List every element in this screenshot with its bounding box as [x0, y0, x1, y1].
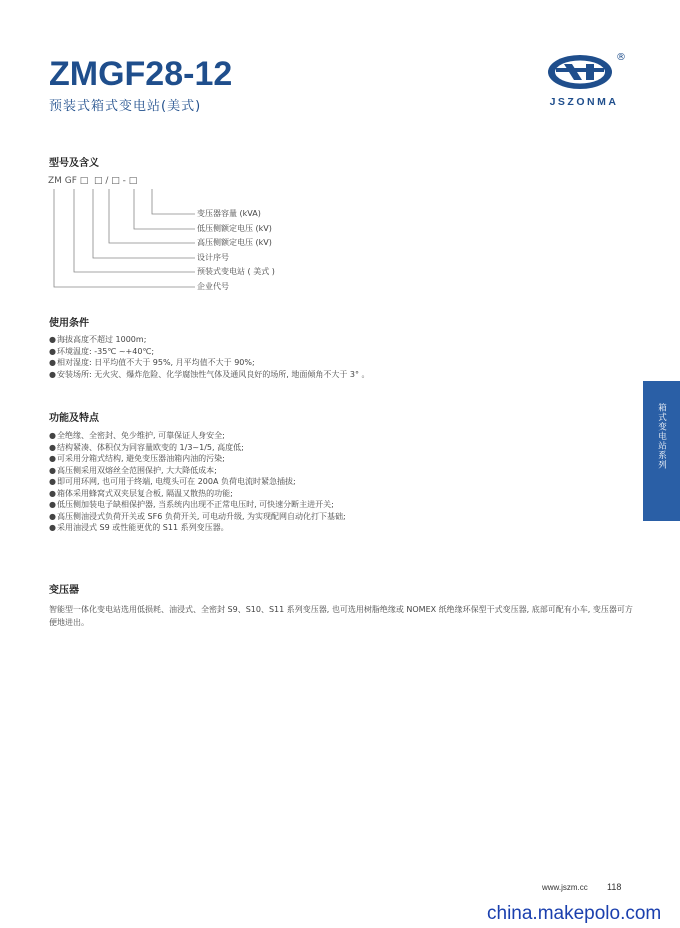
- model-label-prefab: 预装式变电站 ( 美式 ): [197, 267, 275, 276]
- list-item: ●采用油浸式 S9 或性能更优的 S11 系列变压器。: [49, 523, 229, 532]
- list-item: ●结构紧凑、体积仅为同容量欧变的 1/3~1/5, 高度低;: [49, 442, 244, 452]
- list-item: ●箱体采用蜂窝式双夹层复合板, 隔温又散热的功能;: [49, 488, 233, 498]
- side-tab: [643, 381, 680, 521]
- page-subtitle: 预装式箱式变电站(美式): [49, 99, 202, 114]
- list-item: ●低压侧加装电子缺相保护器, 当系统内出现不正常电压时, 可快速分断主进开关;: [49, 500, 334, 509]
- bullet-icon: ●: [49, 369, 56, 379]
- list-item: ●相对湿度: 日平均值不大于 95%, 月平均值不大于 90%;: [49, 358, 255, 367]
- model-code: ZM GF □ □ / □ - □: [48, 176, 138, 186]
- page-title: ZMGF28-12: [49, 55, 233, 93]
- conditions-list: [49, 334, 370, 380]
- list-item: ●安装场所: 无火灾、爆炸危险、化学腐蚀性气体及通风良好的场所, 地面倾角不大于 3° 。: [49, 369, 370, 379]
- bullet-icon: ●: [49, 465, 56, 475]
- model-label-capacity: 变压器容量 (kVA): [197, 209, 261, 218]
- bullet-icon: ●: [49, 511, 56, 521]
- features-heading: 功能及特点: [49, 413, 99, 424]
- watermark: china.makepolo.com: [487, 903, 662, 924]
- bullet-icon: ●: [49, 477, 56, 486]
- list-item: ●高压侧油浸式负荷开关或 SF6 负荷开关, 可电动升级, 为实现配网自动化打下基础;: [49, 511, 346, 521]
- page-number: 118: [607, 882, 622, 892]
- model-label-design-serial: 设计序号: [197, 253, 229, 262]
- model-label-enterprise: 企业代号: [197, 282, 229, 291]
- list-item: ●高压侧采用双熔丝全范围保护, 大大降低成本;: [49, 465, 217, 475]
- model-diagram-lines: [40, 170, 200, 300]
- bullet-icon: ●: [49, 488, 56, 498]
- side-tab-label: 箱式变电站系列: [656, 403, 667, 470]
- transformer-paragraph: 智能型一体化变电站选用低损耗、油浸式、全密封 S9、S10、S11 系列变压器, 也可选用树脂绝缘或 NOMEX 纸绝缘环保型干式变压器, 底部可配有小车, 变压器可方便地进出。: [49, 605, 633, 627]
- bullet-icon: ●: [49, 523, 56, 532]
- bullet-icon: ●: [49, 431, 56, 440]
- bullet-icon: ●: [49, 442, 56, 452]
- footer-url: www.jszm.cc: [542, 883, 588, 892]
- list-item: ●即可用环网, 也可用于终端, 电缆头可在 200A 负荷电流时紧急插拔;: [49, 477, 296, 486]
- list-item: ●海拔高度不超过 1000m;: [49, 335, 147, 344]
- bullet-icon: ●: [49, 454, 56, 463]
- list-item: ●环境温度: -35℃ ~+40℃;: [49, 346, 155, 356]
- conditions-heading: 使用条件: [49, 318, 89, 329]
- registered-mark: ®: [616, 52, 626, 63]
- list-item: ●可采用分箱式结构, 避免变压器油箱内油的污染;: [49, 454, 225, 463]
- bullet-icon: ●: [49, 500, 56, 509]
- model-label-high-voltage: 高压侧额定电压 (kV): [197, 238, 272, 247]
- list-item: ●全绝缘、全密封、免少维护, 可靠保证人身安全;: [49, 431, 225, 440]
- bullet-icon: ●: [49, 358, 56, 367]
- bullet-icon: ●: [49, 346, 56, 356]
- model-label-low-voltage: 低压侧额定电压 (kV): [197, 224, 272, 233]
- transformer-heading: 变压器: [49, 585, 79, 596]
- logo-text: JSZONMA: [549, 96, 619, 108]
- features-list: [49, 430, 346, 534]
- bullet-icon: ●: [49, 335, 56, 344]
- model-heading: 型号及含义: [49, 158, 99, 169]
